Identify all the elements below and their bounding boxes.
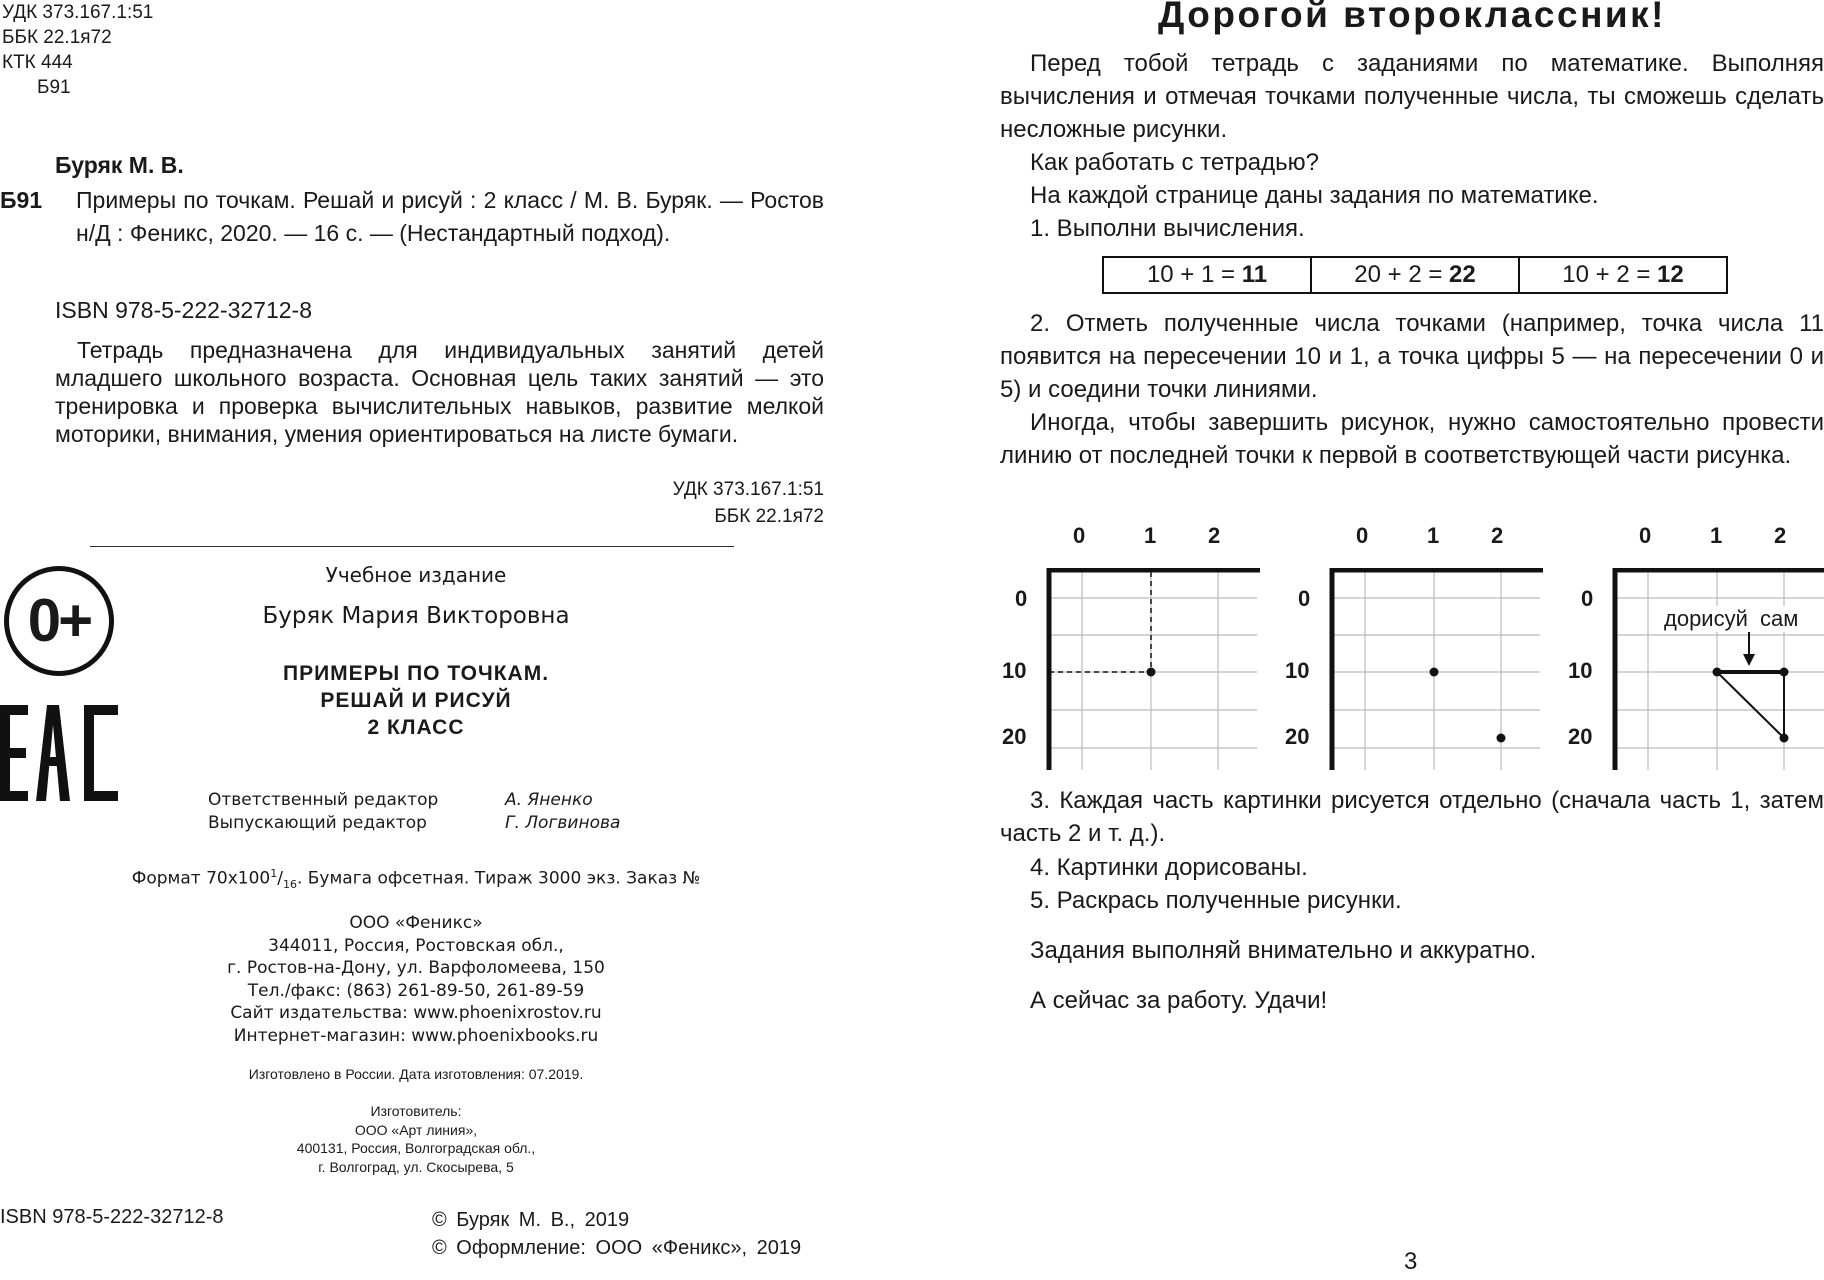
manufacturer-line-4: г. Волгоград, ул. Скосырева, 5 <box>318 1158 514 1175</box>
grid2-graph <box>1328 568 1548 770</box>
good-luck: А сейчас за работу. Удачи! <box>1030 987 1328 1014</box>
grid3-row-label-1: 10 <box>1568 658 1593 683</box>
draw-yourself-label: дорисуй сам <box>1664 606 1799 631</box>
code-ktk: КТК 444 <box>2 52 73 73</box>
editor-role-2: Выпускающий редактор <box>208 813 427 833</box>
catalog-entry: Примеры по точкам. Решай и рисуй : 2 класс / М. В. Буряк. — Ростов н/Д : Феникс, 2020. — 16 с. — (Нестандартный подход). <box>76 187 824 246</box>
edition-type: Учебное издание <box>325 563 507 587</box>
age-badge <box>4 566 114 676</box>
copyright-block <box>432 1206 801 1262</box>
divider <box>90 546 734 547</box>
example-grid-3 <box>1566 515 1824 770</box>
grid3-row-label-2: 20 <box>1568 724 1593 749</box>
bottom-isbn: ISBN 978-5-222-32712-8 <box>0 1206 224 1228</box>
editor-name-1: А. Яненко <box>505 790 593 810</box>
code-udk: УДК 373.167.1:51 <box>2 2 154 23</box>
code-bbk: ББК 22.1я72 <box>2 27 112 48</box>
catalog-code: Б91 <box>0 187 43 213</box>
left-page <box>0 0 840 1280</box>
udk-bbk-block <box>560 476 824 530</box>
publisher-line-2: 344011, Россия, Ростовская обл., <box>268 935 564 956</box>
bbk: ББК 22.1я72 <box>714 506 824 527</box>
age-badge-text: 0+ <box>27 587 91 654</box>
page-title: Дорогой второклассник! <box>1158 0 1666 35</box>
manufacturer-line-2: ООО «Арт линия», <box>354 1121 478 1138</box>
grid3-graph <box>1611 568 1824 770</box>
carefully: Задания выполняй внимательно и аккуратно. <box>1030 937 1537 964</box>
editors-roles <box>208 789 438 835</box>
calc-cell-3: 10 + 2 = 12 <box>1519 257 1727 293</box>
author-heading: Буряк М. В. <box>55 152 184 178</box>
grid2-row-label-0: 0 <box>1298 586 1311 611</box>
calc-row <box>1103 257 1727 293</box>
grid1-col-label-1: 1 <box>1144 523 1157 548</box>
grid3-col-label-1: 1 <box>1710 523 1723 548</box>
format-sup: 1 <box>270 867 278 880</box>
manufacturer-line-3: 400131, Россия, Волгоградская обл., <box>296 1140 536 1156</box>
editor-name-2: Г. Логвинова <box>505 813 621 833</box>
grid2-row-label-1: 10 <box>1285 658 1310 683</box>
editors-names <box>505 789 620 835</box>
calc-cell-2: 20 + 2 = 22 <box>1311 257 1519 293</box>
grid3-col-label-0: 0 <box>1639 523 1652 548</box>
publisher-line-3: г. Ростов-на-Дону, ул. Варфоломеева, 150 <box>227 958 605 978</box>
manufacturer-line-1: Изготовитель: <box>370 1103 462 1119</box>
copyright-1: © Буряк М. В., 2019 <box>432 1209 630 1231</box>
udk: УДК 373.167.1:51 <box>672 479 824 500</box>
eac-mark-icon <box>0 705 118 801</box>
step-3: 3. Каждая часть картинки рисуется отдельно (сначала часть 1, затем часть 2 и т. д.). <box>1000 787 1824 847</box>
grid2-col-label-0: 0 <box>1356 523 1369 548</box>
grid1-row-label-2: 20 <box>1002 724 1027 749</box>
publisher-line-4: Тел./факс: (863) 261-89-50, 261-89-59 <box>247 980 585 1001</box>
intro-paragraph: Перед тобой тетрадь с заданиями по математике. Выполняя вычисления и отмечая точками полученные числа, ты сможешь сделать несложные рисунки. <box>1000 50 1824 143</box>
format-line: Формат $70x100^1/_{16}$. Бумага офсетная. Тираж 3000 экз. Заказ № <box>131 867 701 892</box>
how-to: Как работать с тетрадью? <box>1030 149 1319 176</box>
example-grid-2 <box>1283 515 1548 770</box>
manufacturer-block <box>160 1102 672 1176</box>
publisher-line-1: ООО «Феникс» <box>349 913 483 933</box>
each-page: На каждой странице даны задания по математике. <box>1030 182 1599 209</box>
made-in: Изготовлено в России. Дата изготовления: 07.2019. <box>248 1066 584 1082</box>
publisher-line-5: Сайт издательства: www.phoenixrostov.ru <box>230 1003 602 1023</box>
isbn: ISBN 978-5-222-32712-8 <box>55 297 312 323</box>
example-grid-1 <box>1000 515 1265 770</box>
author-full: Буряк Мария Викторовна <box>262 603 570 629</box>
grid1-col-label-0: 0 <box>1073 523 1086 548</box>
grid3-col-label-2: 2 <box>1774 523 1787 548</box>
format-prefix: Формат 70x100 <box>131 868 271 889</box>
eac-mark <box>0 705 118 801</box>
step-4: 4. Картинки дорисованы. <box>1030 854 1308 881</box>
copyright-2: © Оформление: ООО «Феникс», 2019 <box>432 1237 802 1259</box>
calc-cell-1: 10 + 1 = 11 <box>1103 257 1311 293</box>
publisher-line-6: Интернет-магазин: www.phoenixbooks.ru <box>233 1025 599 1046</box>
step-2: 2. Отметь полученные числа точками (например, точка числа 11 появится на пересечении 10 и 1, а точка цифры 5 — на пересечении 0 и 5) и соедини точки линиями. <box>1000 310 1824 403</box>
annotation: Тетрадь предназначена для индивидуальных занятий детей младшего школьного возраста. Основная цель таких занятий — это тренировка и проверка вычислительных навыков, развитие мелкой моторики, внимания, умения ориентироваться на листе бумаги. <box>55 337 824 447</box>
grid1-graph <box>1045 568 1265 770</box>
format-suffix: . Бумага офсетная. Тираж 3000 экз. Заказ № <box>296 868 701 889</box>
grid2-col-label-2: 2 <box>1491 523 1504 548</box>
calc-table <box>1102 256 1728 294</box>
book-title-line-2: РЕШАЙ И РИСУЙ <box>320 689 512 712</box>
step-5: 5. Раскрась полученные рисунки. <box>1030 887 1402 914</box>
grid1-row-label-1: 10 <box>1002 658 1027 683</box>
grid1-col-label-2: 2 <box>1208 523 1221 548</box>
grid1-row-label-0: 0 <box>1015 586 1028 611</box>
grid2-row-label-2: 20 <box>1285 724 1310 749</box>
book-title-line-3: 2 КЛАСС <box>367 716 465 739</box>
sometimes-paragraph: Иногда, чтобы завершить рисунок, нужно самостоятельно провести линию от последней точки к первой в соответствующей части рисунка. <box>1000 409 1824 469</box>
publisher-block <box>160 912 672 1047</box>
top-codes <box>2 0 153 100</box>
right-page <box>1000 0 1824 1280</box>
book-title-line-1: ПРИМЕРЫ ПО ТОЧКАМ. <box>282 662 550 685</box>
page-number: 3 <box>1404 1248 1418 1275</box>
editor-role-1: Ответственный редактор <box>208 790 439 810</box>
book-title <box>160 660 672 741</box>
step-1: 1. Выполни вычисления. <box>1030 215 1305 242</box>
example-grids <box>1000 515 1824 770</box>
grid3-row-label-0: 0 <box>1581 586 1594 611</box>
grid2-col-label-1: 1 <box>1427 523 1440 548</box>
code-b91: Б91 <box>37 77 71 98</box>
format-sub: 16 <box>282 878 297 892</box>
